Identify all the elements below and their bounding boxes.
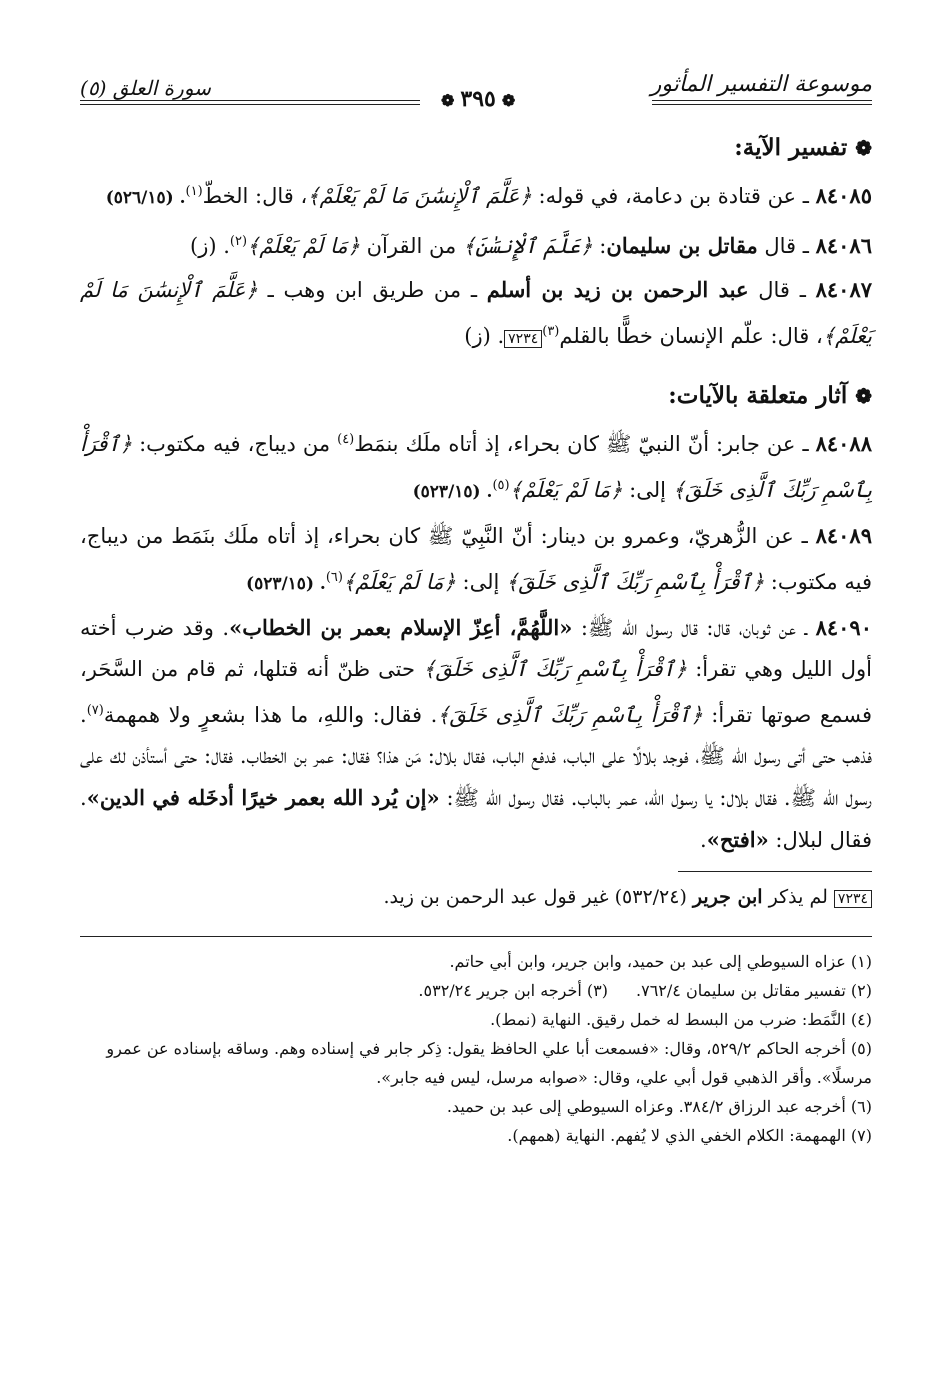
volume-reference: . (٥٢٦/١٥) (105, 188, 186, 208)
footnote-6: (٦) أخرجه عبد الرزاق ٣٨٤/٢. وعزاه السيوطي إلى عبد بن حميد. (446, 1097, 872, 1116)
footnotes (80, 947, 872, 1150)
entry-number: ٨٤٠٨٩ (815, 523, 872, 548)
entry-text: ـ من طريق ابن وهب ـ (257, 278, 487, 302)
entry-text: . فقال: واللهِ، ما هذا بشعرٍ ولا همهمة (103, 703, 438, 727)
entry-text: . فذهب حتى أتى رسول الله ﷺ، فوجد بلالًا على الباب، فدفع الباب، فقال بلال: مَن هذا؟ فقال: عمر بن الخطاب. فقال: حتى أستأذن لك على رسول الله ﷺ. فقال بلال: يا رسول الله، عمر بالباب. فقال رسول الله ﷺ: (80, 703, 872, 810)
footnote-marker[interactable]: (١) (185, 184, 203, 199)
note-reference-box[interactable]: ٧٢٣٤ (834, 890, 872, 908)
quran-verse: ﴿مَا لَمْ يَعْلَمْ﴾ (247, 234, 360, 258)
section-title-text: تفسير الآية: (734, 134, 848, 161)
note-text: لم يذكر (762, 886, 834, 908)
footnote-marker[interactable]: (٥) (492, 478, 510, 493)
quran-verse: ﴿ٱقْرَأْ بِٱسْمِ رَبِّكَ ٱلَّذِى خَلَقَ﴾ (506, 570, 765, 594)
entry-text: . (ز) (190, 234, 230, 258)
narrator-name: عبد الرحمن بن زيد بن أسلم (486, 277, 749, 302)
page-number-text: ٣٩٥ (460, 86, 496, 112)
quran-verse: ﴿ٱقْرَأْ بِٱسْمِ رَبِّكَ ٱلَّذِى خَلَقَ﴾ (423, 657, 688, 681)
entry-text: . فقال لبلال: (80, 786, 872, 852)
entry-text: . (ز) (464, 324, 505, 348)
surah-name: سورة العلق (٥) (80, 76, 211, 100)
entry-84089 (80, 515, 872, 605)
running-header (80, 72, 872, 112)
entry-text: ـ عن ثوبان، قال: قال رسول الله ﷺ: (572, 616, 816, 640)
entry-text: ـ عن قتادة بن دعامة، في قوله: (531, 184, 816, 208)
editor-note (80, 882, 872, 914)
book-title: موسوعة التفسير المأثور (650, 72, 872, 97)
quran-verse: ﴿مَا لَمْ يَعْلَمْ﴾ (509, 478, 623, 502)
entry-84090 (80, 607, 872, 861)
header-rule-right (652, 100, 872, 105)
note-author: ابن جرير (692, 886, 763, 908)
footnote-separator (80, 936, 872, 937)
entry-text: ـ قال (748, 278, 816, 302)
note-reference-box[interactable]: ٧٢٣٤ (504, 330, 542, 348)
footnote-marker[interactable]: (٦) (325, 570, 343, 585)
entry-number: ٨٤٠٨٥ (815, 183, 872, 208)
entry-text: : (592, 234, 607, 258)
entry-number: ٨٤٠٨٦ (815, 233, 872, 258)
page-number (435, 86, 521, 112)
ornament-icon: ❁ (501, 91, 516, 110)
flower-icon: ❁ (855, 136, 872, 160)
quran-verse: ﴿ٱقْرَأْ بِٱسْمِ رَبِّكَ ٱلَّذِى خَلَقَ﴾ (80, 432, 872, 502)
section-title-tafsir (80, 134, 872, 161)
entry-84086 (80, 221, 872, 267)
document-page (80, 72, 872, 1150)
note-text: (٥٣٢/٢٤) غير قول عبد الرحمن بن زيد. (383, 886, 693, 908)
quran-verse: ﴿عَلَّمَ ٱلْإِنسَٰنَ مَا لَمْ يَعْلَمْ﴾ (307, 184, 532, 208)
footnote-5: (٥) أخرجه الحاكم ٥٢٩/٢، وقال: «فسمعت أبا علي الحافظ يقول: ذِكر جابر في إسناده وهم. وساقه بإسناده عن عمرو مرسلًا». وأقر الذهبي قول أبي علي، وقال: «صوابه مرسل، ليس فيه جابر». (106, 1039, 872, 1087)
entry-number: ٨٤٠٨٧ (815, 277, 873, 302)
entry-text: حتى ظنّ أنه قتلها، ثم قام من السَّحَر، فسمع صوتها تقرأ: (80, 657, 873, 727)
entry-text: من القرآن (359, 234, 463, 258)
section-title-text: آثار متعلقة بالآيات: (668, 382, 848, 409)
footnote-4: (٤) النَّمَط: ضرب من البسط له خمل رقيق. النهاية (نمط). (490, 1010, 872, 1029)
footnote-row-2-3 (80, 976, 872, 1005)
entry-text: . (700, 828, 707, 852)
volume-reference: . (٥٢٣/١٥) (412, 482, 493, 502)
ornament-icon: ❁ (441, 91, 455, 110)
footnote-3: (٣) أخرجه ابن جرير ٥٣٢/٢٤. (418, 981, 608, 1000)
section-title-athar (80, 382, 872, 409)
entry-text: إلى: (622, 478, 673, 502)
entry-text: ـ عن جابر: أنّ النبيّ ﷺ كان بحراء، إذ أتاه ملَك بنمَط (354, 432, 816, 456)
flower-icon: ❁ (855, 384, 872, 408)
footnote-7: (٧) الهمهمة: الكلام الخفي الذي لا يُفهم. النهاية (همهم). (507, 1126, 872, 1145)
footnote-marker[interactable]: (٢) (229, 234, 248, 249)
footnote-1: (١) عزاه السيوطي إلى عبد بن حميد، وابن جرير، وابن أبي حاتم. (449, 952, 872, 971)
header-rule-left (80, 100, 420, 105)
quran-verse: ﴿عَلَّمَ ٱلْإِنسَٰنَ مَا لَمْ يَعْلَمْ﴾ (80, 278, 872, 348)
footnote-marker[interactable]: (٧) (86, 703, 104, 718)
entry-84085 (80, 171, 872, 219)
entry-number: ٨٤٠٨٨ (815, 431, 872, 456)
entry-text: ـ قال (757, 234, 816, 258)
hadith-quote: «إن يُرد الله بعمر خيرًا أدخَله في الدين» (86, 785, 440, 810)
volume-reference: . (٥٢٣/١٥) (246, 574, 326, 594)
quran-verse: ﴿مَا لَمْ يَعْلَمْ﴾ (342, 570, 456, 594)
entry-84088 (80, 419, 872, 513)
hadith-quote: «اللَّهُمَّ، أعِزّ الإسلام بعمر بن الخطاب» (229, 615, 573, 640)
entry-text: ـ عن الزُّهريّ، وعمرو بن دينار: أنّ النَّبِيّ ﷺ كان بحراء، إذ أتاه ملَك بنَمَط من ديباج، فيه مكتوب: (80, 524, 872, 594)
entry-text: ، قال: علّم الإنسان خطًّا بالقلم (559, 324, 823, 348)
entry-text: إلى: (455, 570, 507, 594)
footnote-2: (٢) تفسير مقاتل بن سليمان ٧٦٢/٤. (636, 981, 872, 1000)
footnote-marker[interactable]: (٤) (337, 432, 355, 447)
entry-text: ، قال: الخطّ (202, 184, 308, 208)
entry-text: من ديباج، فيه مكتوب: (132, 432, 338, 456)
note-separator (678, 871, 872, 872)
quran-verse: ﴿ٱقْرَأْ بِٱسْمِ رَبِّكَ ٱلَّذِى خَلَقَ﴾ (437, 703, 703, 727)
entry-number: ٨٤٠٩٠ (815, 615, 872, 640)
quran-verse: ﴿عَلَّمَ ٱلْإِنسَٰنَ﴾ (462, 234, 593, 258)
hadith-quote: «افتح» (706, 827, 769, 852)
entry-84087 (80, 269, 872, 360)
entry-text: . وقد ضرب أخته أول الليل وهي تقرأ: (80, 616, 872, 681)
narrator-name: مقاتل بن سليمان (606, 233, 758, 258)
footnote-marker[interactable]: (٣) (542, 324, 560, 339)
